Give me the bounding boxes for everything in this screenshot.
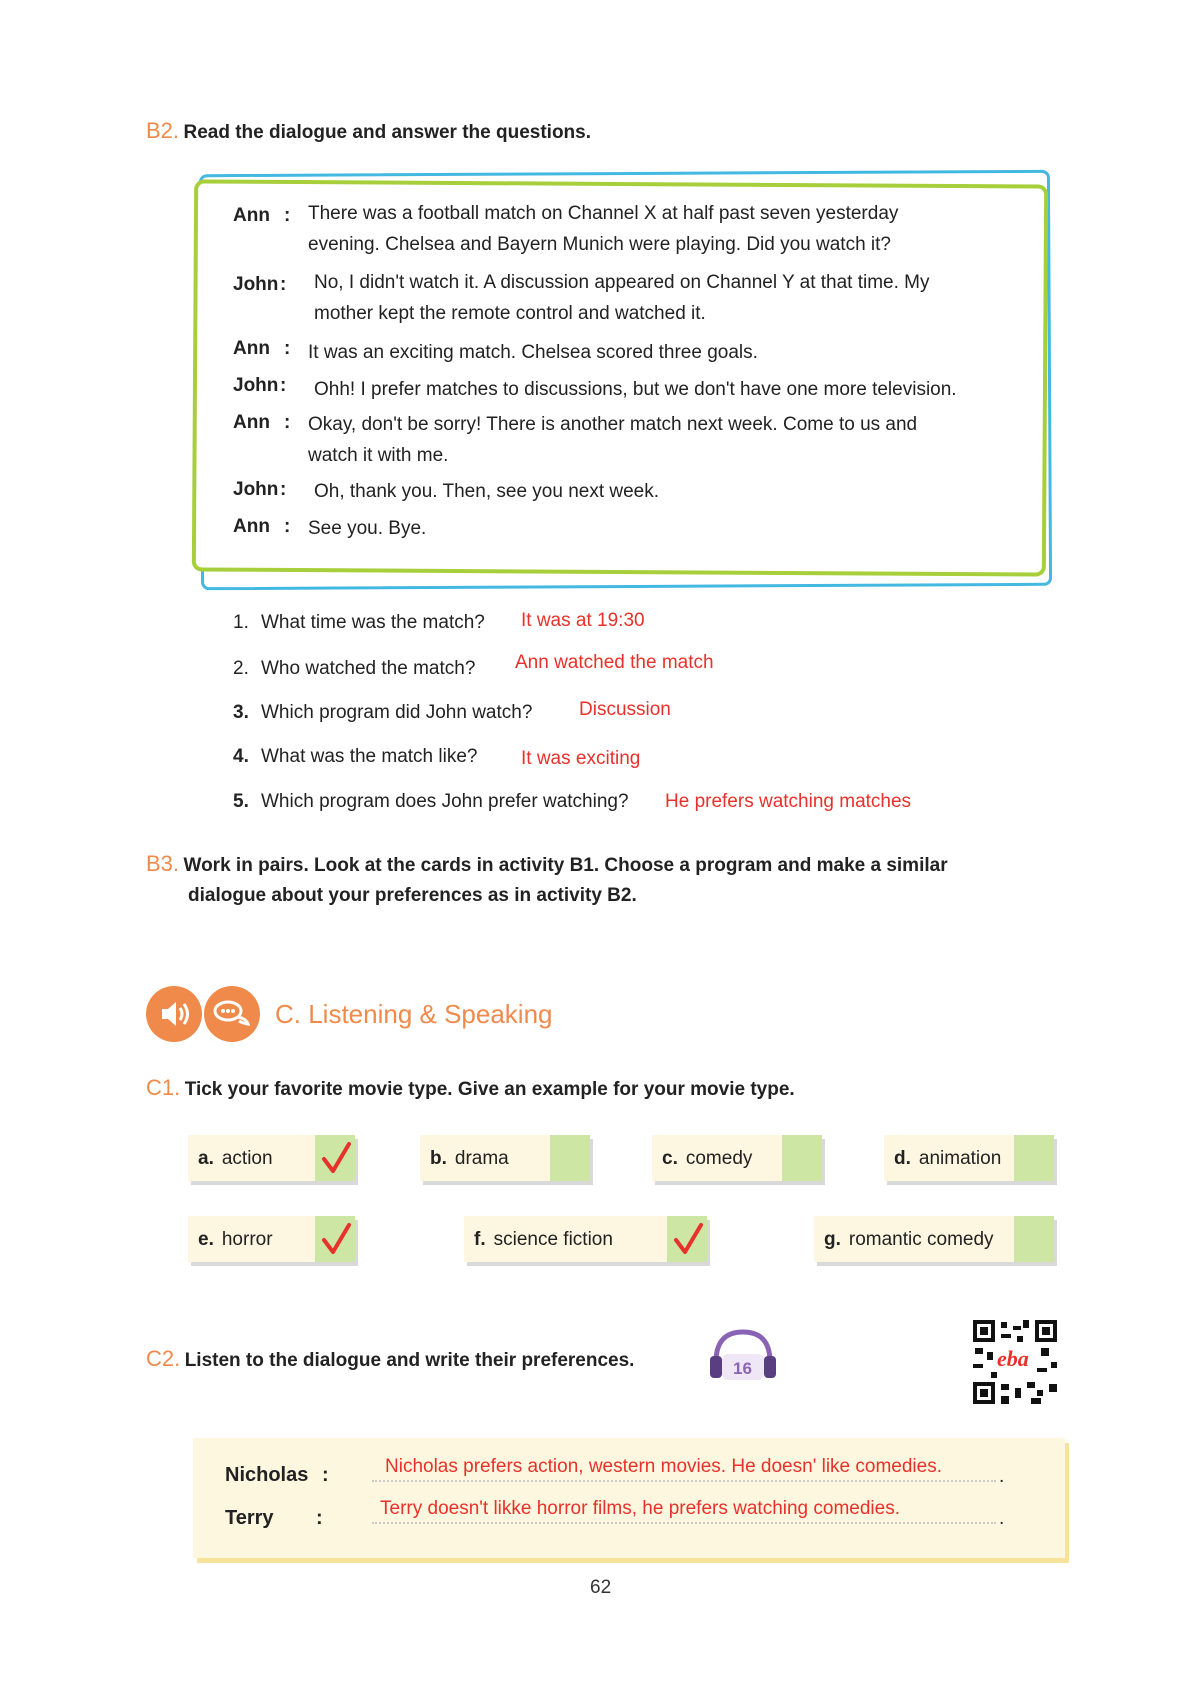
track-number: 16 bbox=[733, 1359, 752, 1378]
dialogue-line: See you. Bye. bbox=[308, 518, 427, 539]
question-number: 2. bbox=[233, 658, 249, 679]
speaker: Ann bbox=[233, 338, 270, 359]
speaker-colon: : bbox=[284, 205, 291, 226]
dialogue-line: No, I didn't watch it. A discussion appeared on Channel Y at that time. My bbox=[314, 272, 930, 293]
dialogue-line: Ohh! I prefer matches to discussions, but we don't have one more television. bbox=[314, 379, 957, 400]
card-letter: a. bbox=[198, 1148, 214, 1169]
speaker: John bbox=[233, 375, 279, 396]
card-letter: d. bbox=[894, 1148, 911, 1169]
question bbox=[233, 612, 485, 634]
line-end-period: . bbox=[999, 1466, 1005, 1487]
card-label: comedy bbox=[685, 1148, 753, 1169]
name-colon: : bbox=[322, 1464, 329, 1486]
b3-line-2: dialogue about your preferences as in activity B2. bbox=[188, 885, 637, 906]
speaker-icon bbox=[146, 986, 202, 1042]
c1-number: C1. bbox=[146, 1075, 181, 1100]
speaker-colon: : bbox=[284, 516, 291, 537]
speaker: Ann bbox=[233, 205, 270, 226]
check-icon bbox=[321, 1222, 351, 1256]
answer: It was exciting bbox=[521, 748, 641, 769]
name-colon: : bbox=[316, 1507, 323, 1529]
speaker-colon: : bbox=[280, 274, 287, 295]
movie-card-action[interactable] bbox=[188, 1135, 355, 1181]
dialogue-line: watch it with me. bbox=[308, 445, 449, 466]
question-number: 1. bbox=[233, 612, 249, 633]
dialogue-line: Oh, thank you. Then, see you next week. bbox=[314, 481, 660, 502]
card-letter: e. bbox=[198, 1229, 214, 1250]
card-letter: f. bbox=[474, 1229, 486, 1250]
movie-card-romantic-comedy[interactable] bbox=[814, 1216, 1054, 1262]
b2-title: Read the dialogue and answer the questions. bbox=[183, 122, 592, 143]
movie-card-comedy[interactable] bbox=[652, 1135, 822, 1181]
tick-box[interactable] bbox=[782, 1135, 822, 1181]
c1-heading bbox=[146, 1075, 795, 1101]
speaker-colon: : bbox=[284, 338, 291, 359]
question-text: Which program does John prefer watching? bbox=[261, 791, 629, 812]
answer: Ann watched the match bbox=[515, 652, 714, 673]
c1-title: Tick your favorite movie type. Give an example for your movie type. bbox=[184, 1079, 795, 1100]
question-number: 5. bbox=[233, 791, 249, 812]
speaker: John bbox=[233, 479, 279, 500]
question bbox=[233, 658, 475, 680]
page-number: 62 bbox=[590, 1577, 612, 1598]
question bbox=[233, 702, 532, 724]
card-letter: g. bbox=[824, 1229, 841, 1250]
dialogue-line: It was an exciting match. Chelsea scored three goals. bbox=[308, 342, 758, 363]
c2-number: C2. bbox=[146, 1346, 181, 1371]
answer-line[interactable] bbox=[372, 1522, 996, 1524]
question bbox=[233, 746, 477, 768]
section-c-title: C. Listening & Speaking bbox=[275, 999, 553, 1029]
tick-box[interactable] bbox=[315, 1135, 355, 1181]
question bbox=[233, 791, 629, 813]
eba-logo: eba bbox=[997, 1346, 1029, 1371]
name-label: Nicholas bbox=[225, 1464, 309, 1486]
b3-heading bbox=[146, 851, 948, 877]
card-letter: b. bbox=[430, 1148, 447, 1169]
card-label: animation bbox=[918, 1148, 1002, 1169]
speaker-colon: : bbox=[280, 479, 287, 500]
movie-card-science-fiction[interactable] bbox=[464, 1216, 707, 1262]
dialogue-line: There was a football match on Channel X at half past seven yesterday bbox=[308, 203, 899, 224]
speaker-colon: : bbox=[280, 375, 287, 396]
card-label: action bbox=[221, 1148, 273, 1169]
tick-box[interactable] bbox=[1014, 1216, 1054, 1262]
tick-box[interactable] bbox=[315, 1216, 355, 1262]
c2-title: Listen to the dialogue and write their preferences. bbox=[184, 1350, 635, 1371]
question-number: 4. bbox=[233, 746, 249, 767]
name-label: Terry bbox=[225, 1507, 274, 1529]
dialogue-line: mother kept the remote control and watched it. bbox=[314, 303, 706, 324]
b3-line-1: Work in pairs. Look at the cards in activity B1. Choose a program and make a similar bbox=[183, 855, 948, 876]
check-icon bbox=[321, 1141, 351, 1175]
b2-number: B2. bbox=[146, 118, 180, 143]
answer: It was at 19:30 bbox=[521, 610, 645, 631]
check-icon bbox=[673, 1222, 703, 1256]
question-number: 3. bbox=[233, 702, 249, 723]
line-end-period: . bbox=[999, 1508, 1005, 1529]
speaker-colon: : bbox=[284, 412, 291, 433]
question-text: Who watched the match? bbox=[261, 658, 476, 679]
answer-line[interactable] bbox=[372, 1480, 996, 1482]
card-label: drama bbox=[454, 1148, 509, 1169]
card-label: horror bbox=[221, 1229, 273, 1250]
speaker: Ann bbox=[233, 516, 270, 537]
card-letter: c. bbox=[662, 1148, 678, 1169]
c2-heading bbox=[146, 1346, 634, 1372]
answer: He prefers watching matches bbox=[665, 791, 912, 812]
chat-icon bbox=[204, 986, 260, 1042]
handwritten-answer: Nicholas prefers action, western movies. He doesn' like comedies. bbox=[385, 1456, 942, 1477]
dialogue-line: Okay, don't be sorry! There is another match next week. Come to us and bbox=[308, 414, 918, 435]
tick-box[interactable] bbox=[550, 1135, 590, 1181]
handwritten-answer: Terry doesn't likke horror films, he prefers watching comedies. bbox=[380, 1498, 900, 1519]
speaker: John bbox=[233, 274, 279, 295]
movie-card-horror[interactable] bbox=[188, 1216, 355, 1262]
answer: Discussion bbox=[579, 699, 671, 720]
b2-heading bbox=[146, 118, 591, 144]
tick-box[interactable] bbox=[667, 1216, 707, 1262]
card-label: science fiction bbox=[493, 1229, 613, 1250]
question-text: What was the match like? bbox=[261, 746, 478, 767]
dialogue-line: evening. Chelsea and Bayern Munich were playing. Did you watch it? bbox=[308, 234, 891, 255]
speaker: Ann bbox=[233, 412, 270, 433]
b3-number: B3. bbox=[146, 851, 180, 876]
tick-box[interactable] bbox=[1014, 1135, 1054, 1181]
question-text: Which program did John watch? bbox=[261, 702, 533, 723]
headphones-icon[interactable] bbox=[706, 1326, 780, 1384]
movie-card-animation[interactable] bbox=[884, 1135, 1054, 1181]
card-label: romantic comedy bbox=[848, 1229, 994, 1250]
movie-card-drama[interactable] bbox=[420, 1135, 590, 1181]
qr-code-icon[interactable] bbox=[971, 1318, 1059, 1406]
question-text: What time was the match? bbox=[261, 612, 485, 633]
